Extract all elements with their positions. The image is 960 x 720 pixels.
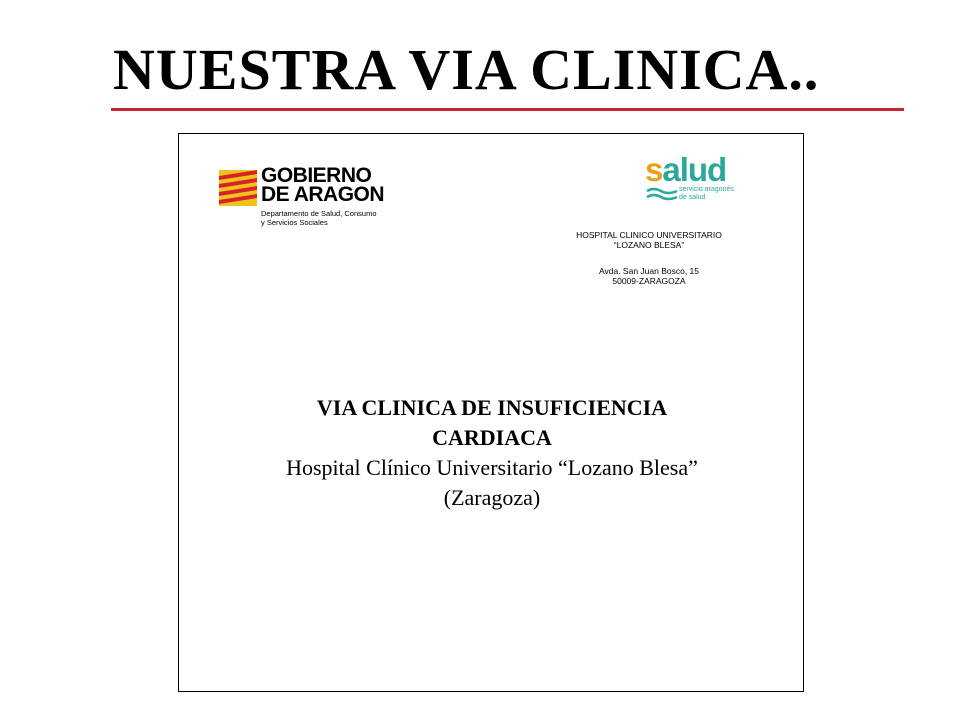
hospital-address-line1: Avda. San Juan Bosco, 15 — [598, 266, 700, 276]
gobierno-name — [261, 166, 384, 204]
gobierno-aragon-logo — [219, 164, 399, 234]
salud-subtitle — [679, 186, 734, 202]
salud-wordmark — [645, 152, 726, 188]
title-underline — [111, 108, 904, 111]
slide-title: NUESTRA VIA CLINICA.. — [113, 37, 820, 102]
department-line1: Departamento de Salud, Consumo — [261, 209, 377, 218]
gobierno-department — [261, 209, 377, 227]
hospital-name-line2: “LOZANO BLESA” — [613, 240, 685, 250]
salud-sub-line1: servicio aragonés — [679, 186, 734, 193]
salud-accent-letter: s — [645, 151, 663, 188]
salud-wave-icon — [645, 186, 679, 202]
document-subtitle-line1: Hospital Clínico Universitario “Lozano Blesa” — [286, 455, 698, 480]
gobierno-line2: DE ARAGON — [261, 183, 385, 206]
salud-logo — [645, 152, 755, 212]
document-frame — [178, 133, 804, 692]
gobierno-line1: GOBIERNO — [261, 164, 372, 187]
hospital-info — [509, 230, 789, 286]
hospital-name-line1: HOSPITAL CLINICO UNIVERSITARIO — [576, 230, 722, 240]
salud-sub-line2: de salud — [679, 194, 706, 201]
document-title-line1: VIA CLINICA DE INSUFICIENCIA — [316, 395, 668, 420]
document-subtitle-line2: (Zaragoza) — [443, 485, 541, 510]
salud-rest-letters: alud — [662, 151, 727, 188]
document-title-line2: CARDIACA — [432, 425, 552, 450]
aragon-flag-icon — [219, 170, 257, 206]
document-title-block — [179, 393, 805, 513]
hospital-address-line2: 50009-ZARAGOZA — [612, 276, 686, 286]
department-line2: y Servicios Sociales — [261, 218, 328, 227]
